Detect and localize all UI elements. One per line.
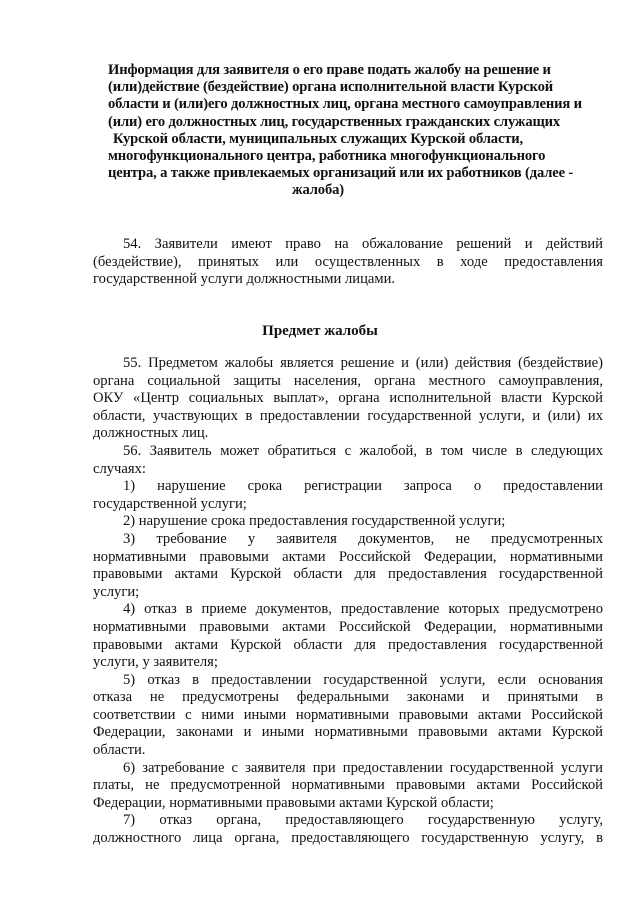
text-line: 4) отказ в приеме документов, предоставление которых предусмотрено xyxy=(123,601,603,618)
text-line: 7) отказ органа, предоставляющего государственную услугу, xyxy=(123,812,603,829)
text-line: правовыми актами Курской области для предоставления государственной xyxy=(93,636,603,653)
text-line: 1) нарушение срока регистрации запроса о предоставлении xyxy=(123,478,603,495)
text-line: Федерации, нормативными правовыми актами Курской области; xyxy=(93,794,494,811)
text-line: области. xyxy=(93,742,146,759)
title-line: (или) его должностных лиц, государственных гражданских служащих xyxy=(108,113,561,130)
text-line: 56. Заявитель может обратиться с жалобой, в том числе в следующих xyxy=(123,442,603,459)
title-line: (или)действие (бездействие) органа исполнительной власти Курской xyxy=(108,79,554,96)
text-line: нормативными правовыми актами Российской Федерации, нормативными xyxy=(93,548,603,565)
text-line: (бездействие), принятых или осуществленных в ходе предоставления xyxy=(93,253,603,270)
text-line: платы, не предусмотренной нормативными правовыми актами Российской xyxy=(93,777,603,794)
title-line: жалоба) xyxy=(292,182,344,199)
title-line: центра, а также привлекаемых организаций или их работников (далее - xyxy=(108,165,574,182)
text-line: Федерации, законами и иными нормативными правовыми актами Курской xyxy=(93,724,603,741)
text-line: должностного лица органа, предоставляющего государственную услугу, в xyxy=(93,830,603,847)
text-line: случаях: xyxy=(93,460,146,477)
title-line: области и (или)его должностных лиц, органа местного самоуправления и xyxy=(108,96,582,113)
text-line: правовыми актами Курской области для предоставления государственной xyxy=(93,566,603,583)
body-text xyxy=(93,355,603,848)
text-line: соответствии с ними иными нормативными правовыми актами Российской xyxy=(93,706,603,723)
text-line: 6) затребование с заявителя при предоставлении государственной услуги xyxy=(123,759,603,776)
text-line: государственной услуги должностными лицами. xyxy=(93,271,396,288)
text-line: услуги, у заявителя; xyxy=(93,654,218,671)
section-heading: Предмет жалобы xyxy=(262,323,378,339)
text-line: 54. Заявители имеют право на обжалование решений и действий xyxy=(123,236,603,252)
text-line: органа социальной защиты населения, органа местного самоуправления, xyxy=(93,372,603,389)
text-line: 5) отказ в предоставлении государственной услуги, если основания xyxy=(123,671,603,688)
title-line: многофункционального центра, работника многофункционального xyxy=(108,148,546,165)
text-line: государственной услуги; xyxy=(93,495,247,512)
paragraph-54 xyxy=(93,236,603,289)
text-line: 3) требование у заявителя документов, не предусмотренных xyxy=(123,530,603,547)
text-line: области, участвующих в предоставлении государственной услуги, и (или) их xyxy=(93,407,603,424)
text-line: отказа не предусмотрены федеральными законами и принятыми в xyxy=(93,689,603,706)
text-line: нормативными правовыми актами Российской Федерации, нормативными xyxy=(93,618,603,635)
text-line: 2) нарушение срока предоставления государственной услуги; xyxy=(123,513,506,530)
title-line: Информация для заявителя о его праве подать жалобу на решение и xyxy=(108,62,551,78)
text-line: услуги; xyxy=(93,583,140,600)
document-title xyxy=(108,62,582,200)
text-line: должностных лиц. xyxy=(93,425,209,442)
title-line: Курской области, муниципальных служащих Курской области, xyxy=(112,130,524,147)
text-line: ОКУ «Центр социальных выплат», органа исполнительной власти Курской xyxy=(93,390,603,407)
text-line: 55. Предметом жалобы является решение и (или) действия (бездействие) xyxy=(123,355,603,371)
